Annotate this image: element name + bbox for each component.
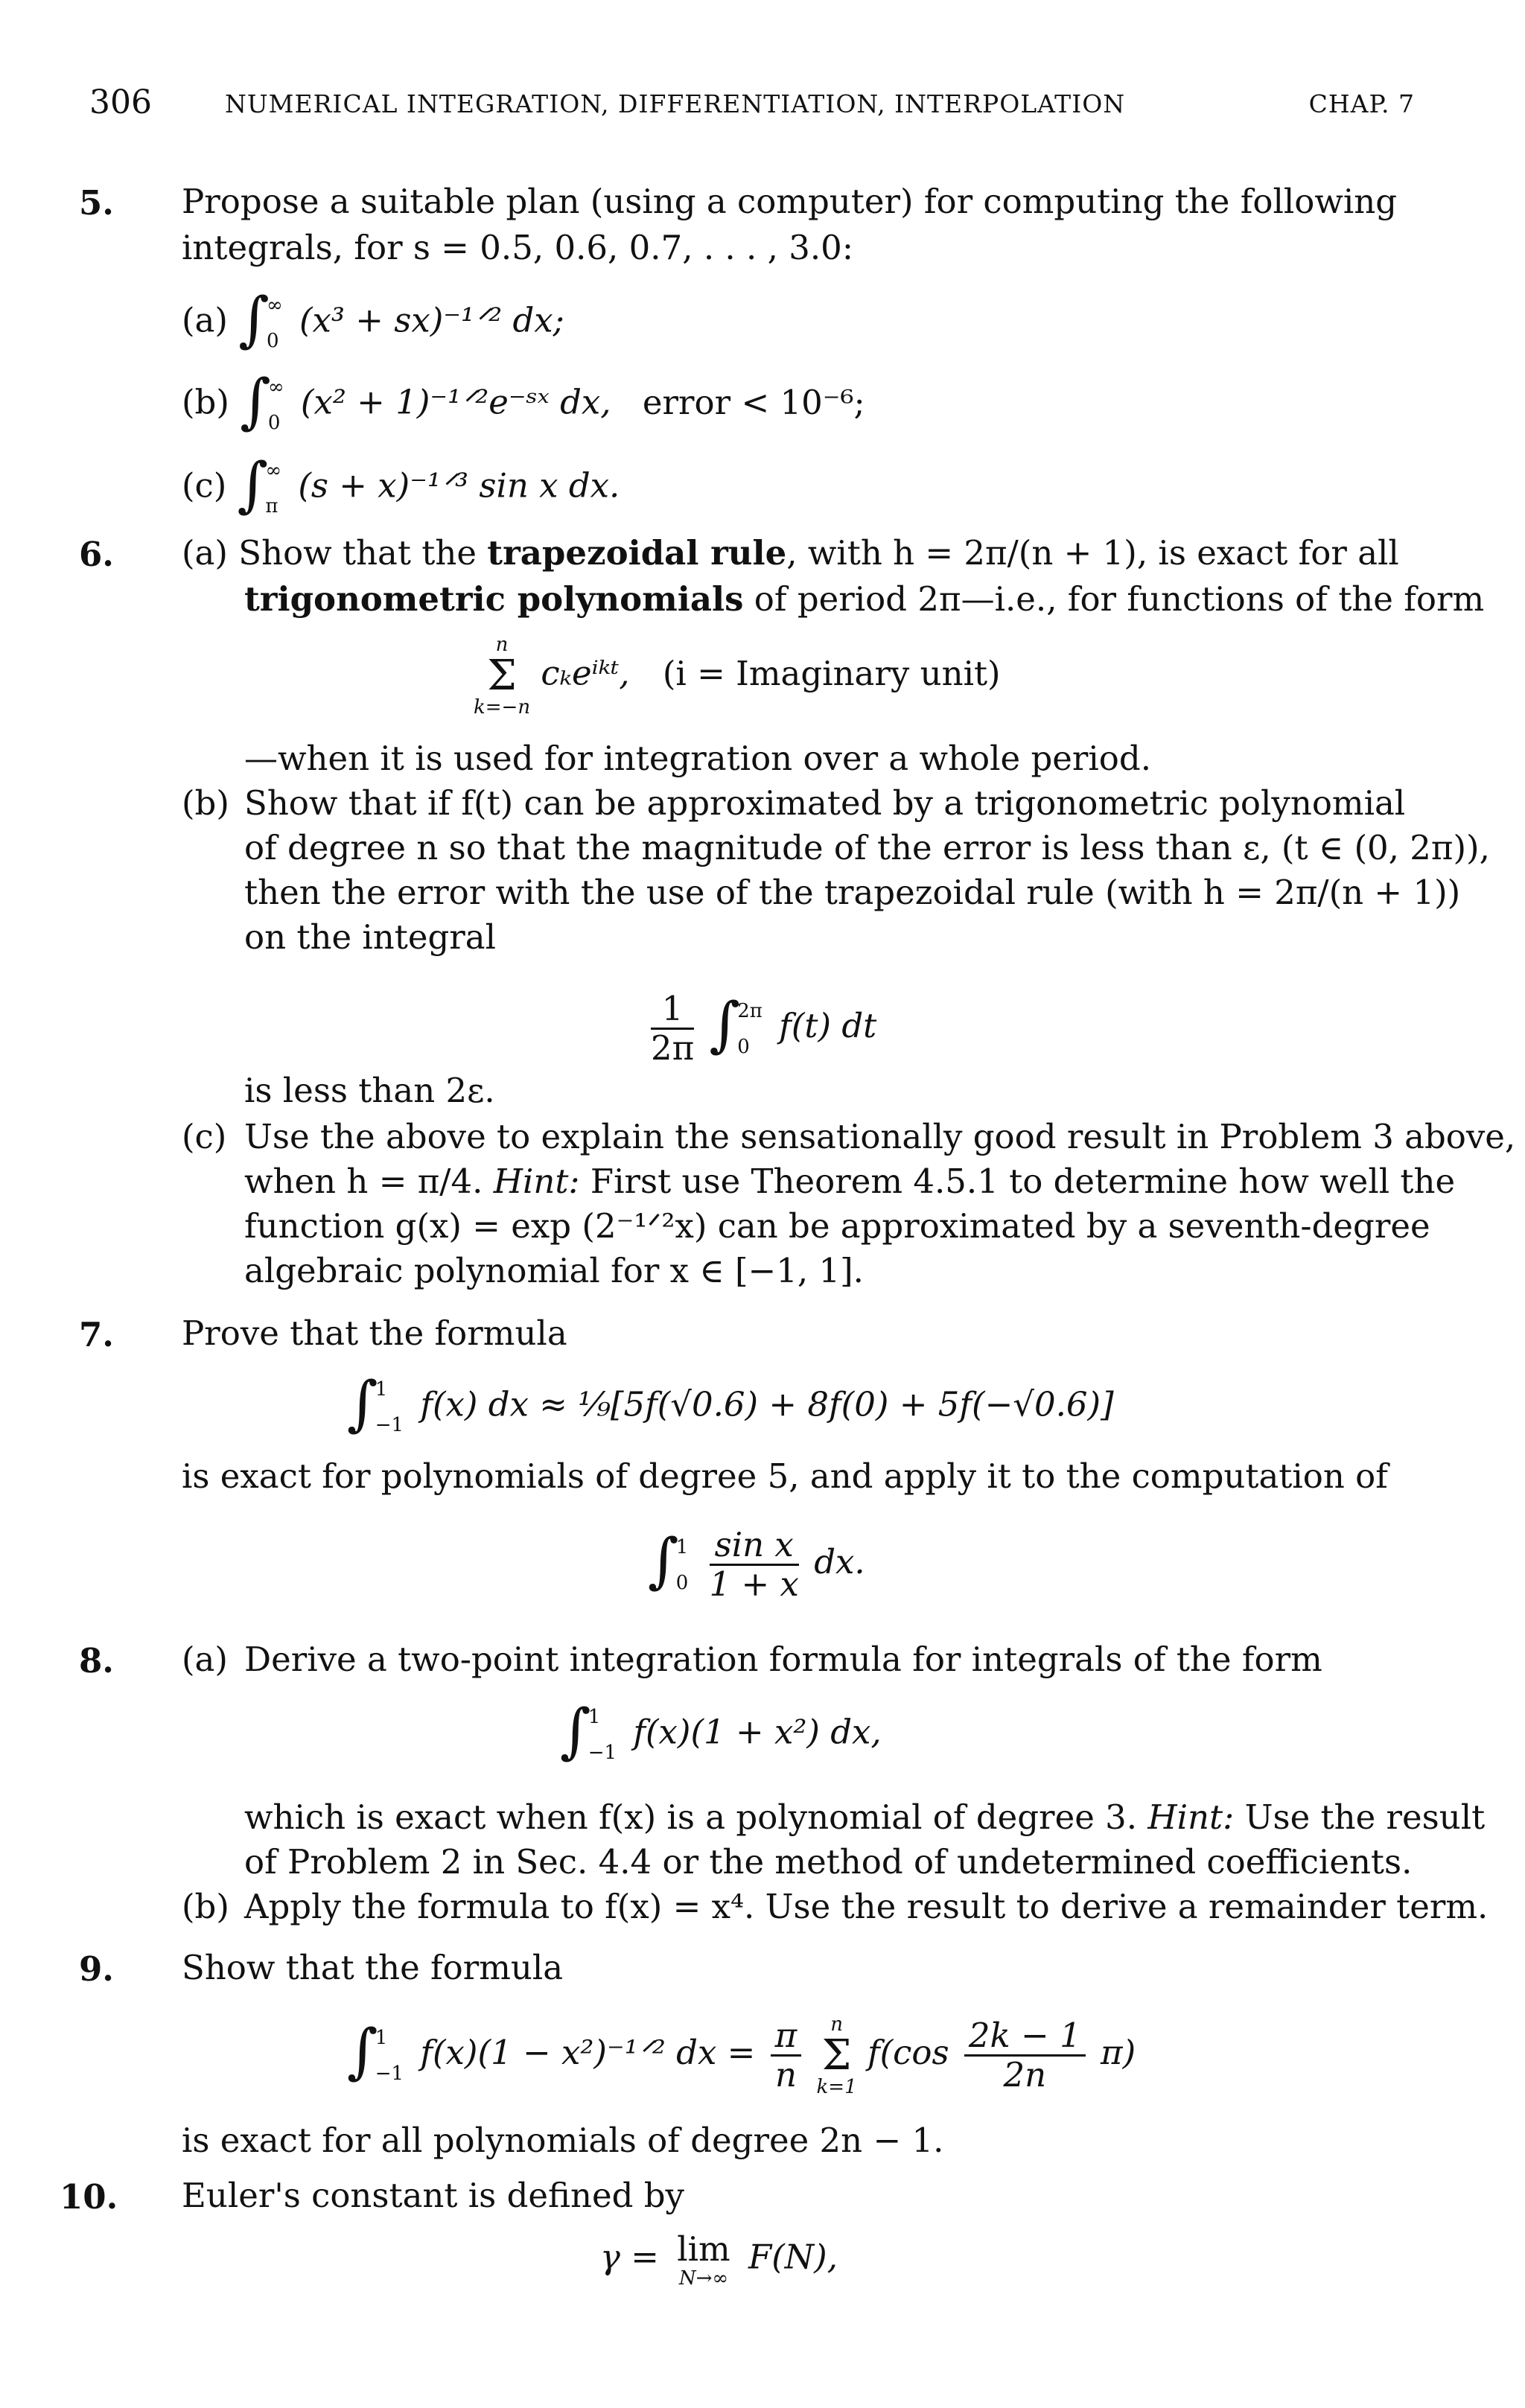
problem-8b-line1: Apply the formula to f(x) = x⁴. Use the result to derive a remainder term. <box>244 1887 1489 1926</box>
gamma-equals: γ = <box>600 2237 659 2277</box>
problem-6c-line3: function g(x) = exp (2⁻¹ᐟ²x) can be approximated by a seventh-degree <box>244 1206 1430 1246</box>
problem-6b-line3: then the error with the use of the trapezoidal rule (with h = 2π/(n + 1)) <box>244 873 1461 912</box>
problem-8a-label: (a) <box>182 1640 228 1679</box>
formula-rhs-end: π) <box>1101 2033 1136 2072</box>
integral-sign: ∫ <box>347 1368 378 1438</box>
integral-limits: 1 −1 <box>375 2026 404 2085</box>
problem-7-line1: Prove that the formula <box>182 1313 567 1353</box>
problem-10-formula <box>600 2231 838 2289</box>
lim-text: lim <box>677 2229 730 2269</box>
problem-8a-line1: Derive a two-point integration formula for integrals of the form <box>244 1640 1322 1679</box>
problem-6c-label: (c) <box>182 1117 227 1156</box>
problem-6c-line1: Use the above to explain the sensationally good result in Problem 3 above, <box>244 1117 1516 1156</box>
problem-5-line1: Propose a suitable plan (using a computer) for computing the following <box>182 182 1398 221</box>
summation <box>817 2014 857 2098</box>
problem-6b-line2: of degree n so that the magnitude of the error is less than ε, (t ∈ (0, 2π)), <box>244 828 1490 867</box>
frac-numerator: 2k − 1 <box>964 2017 1086 2057</box>
problem-5-number: 5. <box>79 183 114 223</box>
integral-sign: ∫ <box>238 284 270 354</box>
chapter-label: CHAP. 7 <box>1308 89 1415 118</box>
sum-lower: k=−n <box>474 696 531 719</box>
term-trigonometric-polynomials: trigonometric polynomials <box>244 579 744 619</box>
sum-term: cₖeⁱᵏᵗ, <box>541 653 630 693</box>
lim-subscript: N→∞ <box>678 2267 729 2290</box>
problem-8a-line2 <box>244 1797 1485 1838</box>
sigma-symbol: Σ <box>821 2030 852 2080</box>
integral-sign: ∫ <box>240 366 271 436</box>
integrand: f(t) dt <box>779 1006 877 1045</box>
sigma-symbol: Σ <box>487 652 517 700</box>
frac-denominator: 1 + x <box>709 1564 799 1604</box>
problem-6-number: 6. <box>79 535 114 574</box>
fraction-sinx-over-1px <box>710 1526 799 1603</box>
problem-5b-label: (b) <box>182 382 229 422</box>
problem-6-sum-formula <box>474 634 1001 718</box>
problem-10-number: 10. <box>60 2177 118 2217</box>
integral-limits: ∞ 0 <box>266 294 283 352</box>
integral-sign: ∫ <box>560 1695 591 1765</box>
problem-6b-line1: Show that if f(t) can be approximated by a trigonometric polynomial <box>244 783 1406 823</box>
formula-lhs: f(x)(1 − x²)⁻¹ᐟ² dx = <box>420 2033 756 2072</box>
text-fragment: of period 2π—i.e., for functions of the form <box>754 579 1485 619</box>
frac-denominator: 2π <box>651 1028 695 1068</box>
frac-numerator: π <box>771 2017 802 2057</box>
page-header <box>89 83 1415 128</box>
problem-8a-line3: of Problem 2 in Sec. 4.4 or the method of undetermined coefficients. <box>244 1842 1413 1882</box>
frac-denominator: 2n <box>1003 2055 1047 2095</box>
problem-5c-expression: (s + x)⁻¹ᐟ³ sin x dx. <box>298 465 620 506</box>
hint-label: Hint: <box>1147 1797 1235 1837</box>
running-title: NUMERICAL INTEGRATION, DIFFERENTIATION, INTERPOLATION <box>225 89 1126 118</box>
problem-7-formula <box>347 1368 1114 1443</box>
problem-6b-integral <box>646 980 877 1068</box>
frac-denominator: n <box>774 2055 797 2095</box>
text-fragment: which is exact when f(x) is a polynomial of degree 3. <box>244 1797 1138 1837</box>
problem-7-number: 7. <box>79 1315 114 1354</box>
integrand-tail: dx. <box>814 1542 865 1582</box>
problem-5a-label: (a) <box>182 300 228 340</box>
fraction-2k-1-over-2n <box>964 2017 1086 2094</box>
problem-7-integral <box>648 1516 865 1604</box>
problem-5c-label: (c) <box>182 465 227 506</box>
text-fragment: Show that the <box>238 533 477 573</box>
integrand: f(x)(1 + x²) dx, <box>633 1712 882 1752</box>
problem-5c <box>182 449 620 524</box>
page-number: 306 <box>89 83 152 121</box>
problem-9-line1: Show that the formula <box>182 1948 564 1987</box>
problem-5b-error: error < 10⁻⁶; <box>642 382 865 422</box>
integral-limits: 2π 0 <box>737 999 762 1058</box>
problem-5a-expression: (x³ + sx)⁻¹ᐟ² dx; <box>299 300 564 340</box>
problem-6c-line2 <box>244 1162 1455 1202</box>
summation <box>474 634 530 718</box>
problem-10-line1: Euler's constant is defined by <box>182 2176 684 2215</box>
limit-operator <box>677 2231 730 2289</box>
problem-6b-line4: on the integral <box>244 917 497 957</box>
text-fragment: , with h = 2π/(n + 1), is exact for all <box>786 533 1399 573</box>
problem-6b-line5: is less than 2ε. <box>244 1071 495 1110</box>
problem-6b-label: (b) <box>182 783 229 823</box>
integral-limits: ∞ π <box>265 459 281 517</box>
integral-sign: ∫ <box>347 2016 378 2086</box>
problem-8b-label: (b) <box>182 1887 229 1926</box>
text-fragment: when h = π/4. <box>244 1162 483 1201</box>
sum-note: (i = Imaginary unit) <box>662 653 1001 693</box>
sum-lower: k=1 <box>816 2075 857 2098</box>
problem-6a-label: (a) <box>182 533 228 573</box>
term-trapezoidal-rule: trapezoidal rule <box>487 533 787 573</box>
problem-9-formula <box>347 2003 1136 2098</box>
problem-6a-line3: —when it is used for integration over a whole period. <box>244 739 1152 778</box>
frac-numerator: sin x <box>710 1526 799 1566</box>
integral-limits: 1 0 <box>675 1535 689 1594</box>
fraction-pi-over-n <box>771 2017 802 2094</box>
integral-limits: 1 −1 <box>375 1378 404 1436</box>
frac-numerator: 1 <box>651 990 694 1030</box>
formula-rhs-start: f(cos <box>867 2033 949 2072</box>
problem-5b-expression: (x² + 1)⁻¹ᐟ²e⁻ˢˣ dx, <box>300 382 611 422</box>
integral-sign: ∫ <box>237 449 269 519</box>
problem-5-line2: integrals, for s = 0.5, 0.6, 0.7, . . . , 3.0: <box>182 228 853 267</box>
text-fragment: First use Theorem 4.5.1 to determine how well the <box>590 1162 1456 1201</box>
sum-upper: n <box>495 634 509 656</box>
integral-sign: ∫ <box>648 1526 679 1595</box>
integral-limits: 1 −1 <box>588 1706 617 1764</box>
quadrature-formula: f(x) dx ≈ ⅑[5f(√0.6) + 8f(0) + 5f(−√0.6)] <box>420 1384 1114 1424</box>
fraction-1-over-2pi <box>651 990 694 1067</box>
problem-6c-line4: algebraic polynomial for x ∈ [−1, 1]. <box>244 1251 864 1290</box>
problem-5b <box>182 366 865 441</box>
problem-7-line2: is exact for polynomials of degree 5, and apply it to the computation of <box>182 1456 1388 1496</box>
hint-label: Hint: <box>493 1162 580 1201</box>
integral-limits: ∞ 0 <box>267 376 284 434</box>
sum-upper: n <box>830 2013 843 2036</box>
problem-8-integral <box>560 1695 882 1771</box>
problem-9-number: 9. <box>79 1949 114 1989</box>
problem-6a-line1 <box>182 533 1399 573</box>
integral-sign: ∫ <box>709 990 741 1059</box>
limit-argument: F(N), <box>748 2237 838 2277</box>
problem-5a <box>182 284 564 359</box>
text-fragment: Use the result <box>1244 1797 1486 1837</box>
problem-9-line2: is exact for all polynomials of degree 2n − 1. <box>182 2121 944 2160</box>
problem-6a-line2 <box>244 579 1484 619</box>
problem-8-number: 8. <box>79 1641 114 1681</box>
